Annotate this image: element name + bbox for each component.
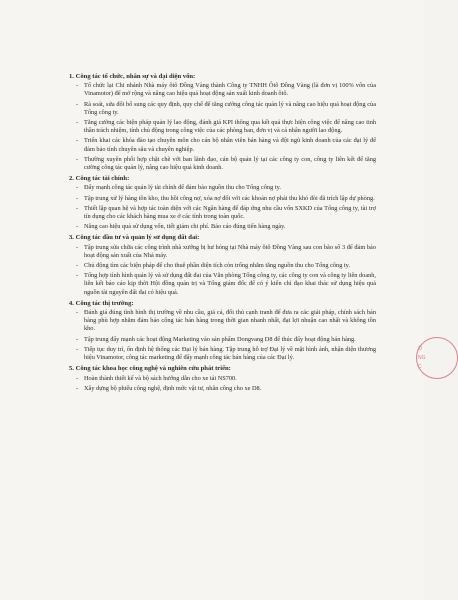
bullet-dash: -: [76, 243, 79, 251]
list-item-text: Tiếp tục duy trì, ổn định hệ thống các Đại lý bán hàng. Tập trung hỗ trợ Đại lý về mặt hình ảnh, nhận diện thương hiệu Vinamotor, công tác marketing để đẩy mạnh công tác bán hàng của các Đại lý.: [84, 345, 376, 362]
list-item-text: Triển khai các khóa đào tạo chuyên môn cho cán bộ nhân viên bán hàng và đội ngũ kinh doanh của các đại lý để đảm bảo tính chuyên sâu và chuyên nghiệp.: [84, 137, 376, 153]
list-item: [76, 156, 376, 172]
section-heading: 2. Công tác tài chính:: [69, 175, 130, 183]
list-item-text: Tổ chức lại Chi nhánh Nhà máy ôtô Đồng Vàng thành Công ty TNHH Ôtô Đồng Vàng (là đơn vị 100% vốn của Vinamotor) để mở rộng và nâng cao hiệu quả hoạt động sản xuất kinh doanh ôtô.: [84, 82, 376, 98]
section-heading: 3. Công tác đầu tư và quản lý sử dụng đất đai:: [69, 234, 200, 242]
list-item-text: Tổng hợp tình hình quản lý và sử dụng đất đai của Văn phòng Tổng công ty, các công ty con và công ty liên doanh, liên kết báo cáo kịp thời Hội đồng quản trị và Tổng giám đốc để có ý kiến chỉ đạo khai thác sử dụng hiệu quả nguồn tài nguyên đất đai có hiệu quả.: [84, 272, 376, 296]
list-item-text: Rà soát, sửa đổi bổ sung các quy định, quy chế để tăng cường công tác quản lý và nâng cao hiệu quả hoạt động của Tổng công ty.: [84, 100, 376, 116]
list-item-text: Tăng cường các biện pháp quản lý lao động, đánh giá KPI thông qua kết quả thực hiện công việc để nâng cao tinh thần trách nhiệm, tính chủ động trong công việc của các phòng ban, đơn vị và cá nhân người lao động.: [84, 119, 376, 135]
section-heading: 4. Công tác thị trường:: [69, 299, 134, 307]
stamp-text: [418, 345, 426, 372]
stamp-text-line: NG: [418, 355, 426, 361]
list-item-text: Thiết lập quan hệ và hợp tác toàn diện với các Ngân hàng để đáp ứng nhu cầu vốn SXKD của Tổng công ty, tài trợ tín dụng cho các khách hàng mua xe ở các tỉnh trong toàn quốc.: [84, 204, 376, 221]
bullet-dash: -: [76, 194, 79, 202]
list-item: [76, 309, 376, 334]
list-item: [76, 346, 376, 362]
list-item: [76, 195, 376, 203]
bullet-dash: -: [76, 262, 79, 270]
list-item-text: Thường xuyên phối hợp chặt chẽ với ban lãnh đạo, cán bộ quản lý tại các công ty con, công ty liên kết để tăng cường công tác quản lý, nâng cao hiệu quả kinh doanh.: [84, 155, 376, 172]
bullet-dash: -: [76, 384, 79, 392]
list-item-text: Hoàn thành thiết kế và bộ sách hướng dẫn cho xe tải NS700.: [84, 374, 237, 382]
stamp-text-line: C: [418, 364, 422, 370]
list-item: [76, 244, 376, 260]
list-item-text: Tập trung xử lý hàng tồn kho, thu hồi công nợ, xóa nợ đối với các khoản nợ phải thu khó đòi đã trích lập dự phòng.: [84, 194, 375, 202]
list-item-text: Đánh giá đúng tình hình thị trường về nhu cầu, giá cả, đối thủ cạnh tranh để đưa ra các giải pháp, chính sách bán hàng phù hợp nhằm đảm bảo công tác bán hàng trong thời gian nhanh nhất, đạt lợi nhuận cao nhất và không tồn kho.: [84, 309, 376, 333]
bullet-dash: -: [76, 119, 79, 127]
bullet-dash: -: [76, 272, 79, 280]
list-item-text: Chủ động tìm các biện pháp để cho thuê phần diện tích còn trống nhằm tăng nguồn thu cho Tổng công ty.: [84, 262, 350, 270]
list-item: [76, 262, 376, 270]
list-item: [76, 137, 376, 153]
list-item: [76, 101, 376, 117]
stamp-text-line: Ô: [418, 346, 422, 352]
list-item: [76, 223, 376, 231]
bullet-dash: -: [76, 137, 79, 145]
list-item: [76, 184, 376, 192]
red-stamp: [416, 337, 424, 377]
bullet-dash: -: [76, 345, 79, 353]
list-item: [76, 82, 376, 98]
bullet-dash: -: [76, 184, 79, 192]
list-item: [76, 119, 376, 135]
bullet-dash: -: [76, 204, 79, 212]
list-item: [76, 385, 376, 393]
section-heading: 1. Công tác tổ chức, nhân sự và đại diện vốn:: [69, 73, 196, 80]
bullet-dash: -: [76, 100, 79, 108]
list-item: [76, 205, 376, 221]
list-item-text: Tập trung sửa chữa các công trình nhà xưởng bị hư hỏng tại Nhà máy ôtô Đồng Vàng sau con bão số 3 để đảm bảo hoạt động sản xuất của Nhà máy.: [84, 243, 376, 259]
list-item-text: Tập trung đẩy mạnh các hoạt động Marketing vào sản phẩm Dongvang D8 để thúc đẩy hoạt động bán hàng.: [84, 335, 356, 343]
list-item-text: Nâng cao hiệu quả sử dụng vốn, tiết giảm chi phí. Báo cáo đúng tiến hàng ngày.: [84, 223, 286, 231]
list-item-text: Đẩy mạnh công tác quản lý tài chính để đảm bảo nguồn thu cho Tổng công ty.: [84, 184, 281, 192]
bullet-dash: -: [76, 374, 79, 382]
list-item: [76, 336, 376, 344]
bullet-dash: -: [76, 155, 79, 163]
section-heading: 5. Công tác khoa học công nghệ và nghiên cứu phát triển:: [69, 365, 231, 373]
bullet-dash: -: [76, 309, 79, 317]
list-item: [76, 272, 376, 297]
bullet-dash: -: [76, 82, 79, 90]
bullet-dash: -: [76, 223, 79, 231]
document-body: [69, 70, 376, 395]
bullet-dash: -: [76, 335, 79, 343]
list-item-text: Xây dựng bộ phiếu công nghệ, định mức vật tư, nhân công cho xe D8.: [84, 384, 262, 392]
list-item: [76, 375, 376, 383]
